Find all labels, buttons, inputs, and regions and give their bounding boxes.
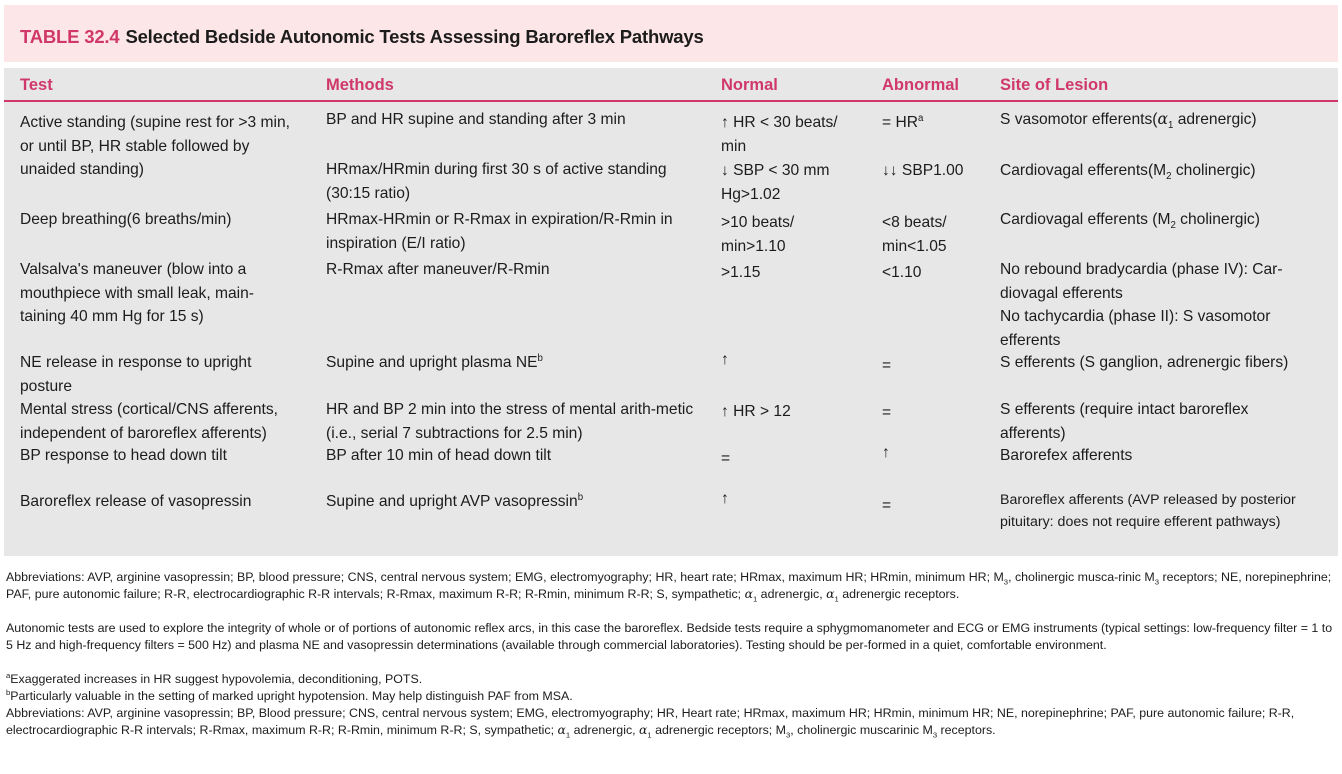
table-cell-normal: ↑	[721, 351, 729, 368]
footnote-b	[6, 688, 1336, 705]
table-cell-site: Baroreflex afferents (AVP released by posterior pituitary: does not require efferent pathways)	[1000, 492, 1296, 530]
site-text: S vasomotor efferents(	[1000, 111, 1158, 128]
column-header-site: Site of Lesion	[1000, 76, 1109, 94]
table-cell-normal: =	[721, 450, 731, 467]
table-cell-test: Active standing (supine rest for >3 min, or until BP, HR stable followed by unaided standing)	[20, 114, 290, 178]
table-cell-abnormal: =	[882, 497, 892, 514]
table-cell-methods: BP and HR supine and standing after 3 min	[326, 111, 626, 128]
site-text: Cardiovagal efferents (M	[1000, 211, 1171, 228]
footnote-a	[6, 671, 1336, 688]
alpha-symbol: α	[1157, 110, 1168, 128]
table-cell-normal: ↑ HR > 12	[721, 403, 791, 420]
abnormal-value: = HR	[882, 114, 918, 131]
table-number: TABLE 32.4	[20, 26, 120, 47]
table-cell-normal: >1.15	[721, 264, 761, 281]
table-cell-methods: HRmax-HRmin or R-Rmax in expiration/R-Rmin in inspiration (E/I ratio)	[326, 211, 673, 252]
site-text: cholinergic)	[1171, 162, 1256, 179]
table-cell-site	[1000, 159, 1320, 183]
methods-text: Supine and upright AVP vasopressin	[326, 493, 578, 510]
subscript: 3	[932, 730, 938, 740]
footnote-mark: a	[917, 112, 924, 124]
table-cell-site	[1000, 258, 1300, 352]
subscript: 3	[1154, 577, 1160, 587]
table-cell-test: Mental stress (cortical/CNS afferents, independent of baroreflex afferents)	[20, 401, 278, 442]
alpha-symbol: α	[826, 585, 835, 601]
subscript: 1	[1167, 120, 1174, 132]
table-cell-abnormal	[882, 111, 992, 135]
footnote-abbreviations	[6, 569, 1336, 603]
table-cell-abnormal: <8 beats/ min<1.05	[882, 214, 947, 255]
table-cell-methods	[326, 490, 706, 514]
table-cell-methods	[326, 351, 706, 375]
footnote-text: , cholinergic muscarinic M	[790, 722, 933, 737]
table-cell-test: Baroreflex release of vasopressin	[20, 493, 252, 510]
alpha-symbol: α	[744, 585, 753, 601]
subscript: 3	[785, 730, 791, 740]
table-cell-site: Barorefex afferents	[1000, 447, 1133, 464]
table-cell-test: Valsalva's maneuver (blow into a mouthpiece with small leak, main-taining 40 mm Hg for 15 s)	[20, 261, 254, 325]
footnote-text: , cholinergic musca-rinic M	[1008, 570, 1155, 584]
site-text: adrenergic)	[1173, 111, 1257, 128]
table-cell-normal: ↑ HR < 30 beats/ min	[721, 114, 838, 155]
footnote-autonomic-note: Autonomic tests are used to explore the integrity of whole or of portions of autonomic reflex arcs, in this case the baroreflex. Bedside tests require a sphygmomanometer and ECG or EMG instruments (typical settings: low-frequency filter = 1 to 5 Hz and high-frequency filters = 500 Hz) and plasma NE and vasopressin determinations (available through commercial laboratories). Testing should be per-formed in a quiet, comfortable environment.	[6, 621, 1333, 652]
site-text: cholinergic)	[1175, 211, 1260, 228]
table-cell-site: S efferents (require intact baroreflex afferents)	[1000, 401, 1249, 442]
footnote-text: Particularly valuable in the setting of marked upright hypotension. May help distinguish PAF from MSA.	[10, 689, 573, 703]
column-header-abnormal: Abnormal	[882, 76, 960, 94]
site-text: Cardiovagal efferents(M	[1000, 162, 1167, 179]
site-line: No rebound bradycardia (phase IV): Car-diovagal efferents	[1000, 261, 1283, 302]
footnote-text: adrenergic,	[570, 722, 640, 737]
table-cell-methods: R-Rmax after maneuver/R-Rmin	[326, 261, 550, 278]
table-cell-site	[1000, 108, 1320, 132]
footnote-mark: b	[6, 687, 11, 697]
footnote-mark: b	[577, 491, 584, 503]
footnote-mark: a	[6, 670, 11, 680]
table-cell-methods: HR and BP 2 min into the stress of mental arith-metic (i.e., serial 7 subtractions for 2.5 min)	[326, 401, 694, 442]
footnote-abbreviations-2	[6, 705, 1336, 739]
table-cell-abnormal: ↓↓ SBP1.00	[882, 162, 964, 179]
footnote-text: Abbreviations: AVP, arginine vasopressin; BP, Blood pressure; CNS, central nervous system; EMG, electromyography; HR, Heart rate; HRmax, maximum HR; HRmin, minimum HR; NE, norepinephrine; PAF, pure autonomic failure; R-R, electrocardiographic R-R intervals; R-Rmax, maximum R-R; R-Rmin, minimum R-R; S, sympathetic;	[6, 706, 1295, 737]
subscript: 3	[1003, 577, 1009, 587]
subscript: 2	[1170, 220, 1176, 232]
alpha-symbol: α	[639, 721, 648, 737]
header-rule	[4, 100, 1338, 102]
table-cell-test: NE release in response to upright posture	[20, 354, 252, 395]
table-caption: Selected Bedside Autonomic Tests Assessing Baroreflex Pathways	[125, 26, 704, 47]
subscript: 1	[565, 730, 571, 740]
column-header-methods: Methods	[326, 76, 394, 94]
table-cell-normal: >10 beats/ min>1.10	[721, 214, 795, 255]
footnote-mark: b	[537, 352, 543, 364]
footnote-text: receptors; NE, norepinephrine; PAF, pure autonomic failure; R-R, electrocardiographic R-R intervals; R-Rmax, maximum R-R; R-Rmin, minimum R-R; S, sympathetic;	[6, 570, 1332, 601]
table-cell-site	[1000, 208, 1320, 232]
table-title-band	[4, 5, 1338, 62]
subscript: 1	[834, 594, 839, 604]
subscript: 1	[752, 594, 758, 604]
alpha-symbol: α	[557, 721, 566, 737]
column-header-test: Test	[20, 76, 53, 94]
table-cell-site: S efferents (S ganglion, adrenergic fibers)	[1000, 354, 1289, 371]
table-cell-normal: ↓ SBP < 30 mm Hg>1.02	[721, 162, 830, 203]
footnote-text: adrenergic,	[757, 586, 827, 601]
table-cell-abnormal: =	[882, 357, 892, 374]
table-cell-methods: HRmax/HRmin during first 30 s of active standing (30:15 ratio)	[326, 161, 667, 202]
table-cell-methods: BP after 10 min of head down tilt	[326, 447, 552, 464]
table-cell-test: Deep breathing(6 breaths/min)	[20, 211, 232, 228]
methods-text: Supine and upright plasma NE	[326, 354, 538, 371]
table-title	[20, 26, 704, 48]
table-cell-abnormal: =	[882, 404, 892, 421]
table-cell-abnormal: <1.10	[882, 264, 922, 281]
subscript: 2	[1166, 171, 1172, 183]
site-line: No tachycardia (phase II): S vasomotor efferents	[1000, 308, 1271, 349]
column-header-normal: Normal	[721, 76, 778, 94]
footnote-text: receptors.	[937, 722, 996, 737]
subscript: 1	[647, 730, 652, 740]
table-cell-normal: ↑	[721, 490, 729, 507]
table-cell-test: BP response to head down tilt	[20, 447, 227, 464]
footnote-text: Abbreviations: AVP, arginine vasopressin; BP, blood pressure; CNS, central nervous system; EMG, electromyography; HR, heart rate; HRmax, maximum HR; HRmin, minimum HR; M	[6, 570, 1004, 584]
table-cell-abnormal: ↑	[882, 444, 890, 461]
footnote-text: Exaggerated increases in HR suggest hypovolemia, deconditioning, POTS.	[10, 672, 423, 686]
footnote-text: adrenergic receptors.	[838, 586, 960, 601]
footnote-text: adrenergic receptors; M	[651, 722, 786, 737]
